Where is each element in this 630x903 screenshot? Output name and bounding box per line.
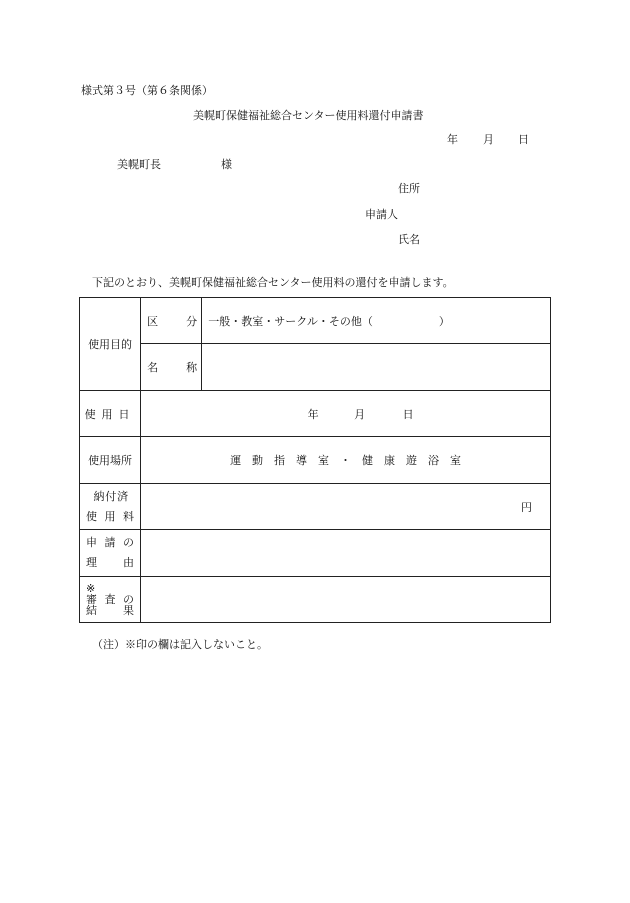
paid-fee-label-line1: 納 付 済 — [93, 489, 129, 503]
paid-fee-label — [80, 484, 141, 530]
reason-label-line2: 理 由 — [86, 556, 134, 569]
review-field — [141, 577, 551, 623]
name-field[interactable] — [202, 344, 551, 391]
review-label-line1: 審 査 の — [86, 593, 134, 606]
use-date-label: 使用日 — [80, 391, 141, 437]
applicant-address-label: 住所 — [398, 182, 420, 195]
use-date-day: 日 — [402, 407, 414, 421]
category-value[interactable]: 一般・教室・サークル・その他（ ） — [202, 298, 551, 344]
date-month: 月 — [483, 133, 494, 146]
category-label-2: 分 — [186, 314, 198, 328]
footnote: （注）※印の欄は記入しないこと。 — [92, 638, 268, 651]
reason-label-line1: 申 請 の — [86, 536, 134, 549]
use-date-month: 月 — [354, 407, 366, 421]
applicant-name-label: 氏名 — [398, 233, 420, 246]
reason-label — [80, 530, 141, 577]
review-mark: ※ — [86, 582, 96, 595]
application-table — [79, 297, 551, 623]
place-value[interactable]: 運 動 指 導 室 ・ 健 康 遊 浴 室 — [141, 437, 551, 484]
place-label: 使用場所 — [80, 437, 141, 484]
yen-unit: 円 — [521, 500, 532, 514]
category-label-cell — [141, 298, 202, 344]
addressee-honorific: 様 — [221, 158, 232, 171]
applicant-label: 申請人 — [365, 208, 398, 221]
date-year: 年 — [447, 133, 458, 146]
reason-field[interactable] — [141, 530, 551, 577]
use-date-field[interactable] — [141, 391, 551, 437]
paid-fee-field[interactable] — [141, 484, 551, 530]
name-label-cell — [141, 344, 202, 391]
name-label-2: 称 — [186, 361, 198, 374]
name-label-1: 名 — [147, 361, 159, 374]
review-label-line2: 結 果 — [86, 604, 134, 617]
addressee-name: 美幌町長 — [117, 158, 161, 171]
intro-text: 下記のとおり、美幌町保健福祉総合センター使用料の還付を申請します。 — [92, 276, 454, 289]
category-label-1: 区 — [147, 314, 159, 328]
use-date-year: 年 — [307, 407, 319, 421]
form-id: 様式第３号（第６条関係） — [81, 84, 213, 97]
paid-fee-label-line2: 使 用 料 — [86, 509, 134, 523]
page-title: 美幌町保健福祉総合センター使用料還付申請書 — [193, 109, 424, 122]
purpose-label: 使用目的 — [80, 298, 141, 391]
review-label — [80, 577, 141, 623]
date-day: 日 — [518, 133, 529, 146]
